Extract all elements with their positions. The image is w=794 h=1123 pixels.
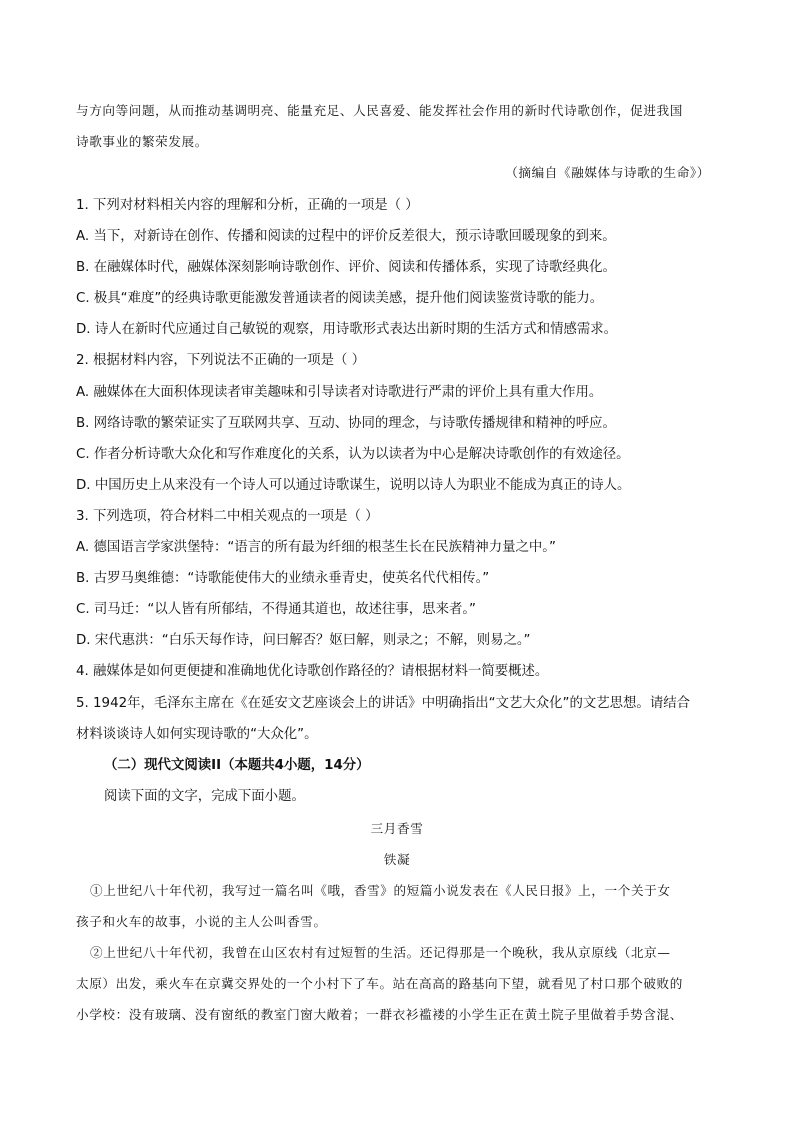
question-1-option-b: B. 在融媒体时代，融媒体深刻影响诗歌创作、评价、阅读和传播体系，实现了诗歌经典化。 bbox=[76, 260, 616, 275]
question-1-option-a: A. 当下，对新诗在创作、传播和阅读的过程中的评价反差很大，预示诗歌回暖现象的到来。 bbox=[76, 229, 616, 244]
question-2-option-b: B. 网络诗歌的繁荣证实了互联网共享、互动、协同的理念，与诗歌传播规律和精神的呼应。 bbox=[76, 416, 616, 431]
material-text-line: 诗歌事业的繁荣发展。 bbox=[76, 134, 208, 149]
question-2-stem: 2. 根据材料内容，下列说法不正确的一项是（ ） bbox=[76, 353, 366, 368]
article-title: 三月香雪 bbox=[370, 821, 424, 836]
paragraph-line: 太原）出发，乘火车在京冀交界处的一个小村下了车。站在高高的路基向下望，就看见了村口那个破败的 bbox=[76, 976, 683, 991]
paragraph-line: 小学校：没有玻璃、没有窗纸的教室门窗大敞着；一群衣衫褴褛的小学生正在黄土院子里做着手势含混、 bbox=[76, 1007, 683, 1022]
question-1-stem: 1. 下列对材料相关内容的理解和分析，正确的一项是（ ） bbox=[76, 198, 419, 213]
section-heading: （二）现代文阅读II（本题共4小题，14分） bbox=[104, 758, 370, 773]
question-1-option-c: C. 极具“难度”的经典诗歌更能激发普通读者的阅读美感，提升他们阅读鉴赏诗歌的能力。 bbox=[76, 291, 604, 306]
paragraph-line: 孩子和火车的故事，小说的主人公叫香雪。 bbox=[76, 914, 327, 929]
question-1-option-d: D. 诗人在新时代应通过自己敏锐的观察，用诗歌形式表达出新时期的生活方式和情感需求。 bbox=[76, 322, 618, 337]
question-3-option-c: C. 司马迁：“以人皆有所郁结，不得通其道也，故述往事，思来者。” bbox=[76, 602, 476, 617]
question-4: 4. 融媒体是如何更便捷和准确地优化诗歌创作路径的？请根据材料一简要概述。 bbox=[76, 664, 549, 679]
source-citation: （摘编自《融媒体与诗歌的生命》） bbox=[505, 165, 710, 180]
question-3-stem: 3. 下列选项，符合材料二中相关观点的一项是（ ） bbox=[76, 509, 379, 524]
question-3-option-d: D. 宋代惠洪：“白乐天每作诗，问曰解否？妪曰解，则录之；不解，则易之。” bbox=[76, 633, 531, 648]
article-author: 铁凝 bbox=[383, 852, 411, 867]
question-3-option-b: B. 古罗马奥维德：“诗歌能使伟大的业绩永垂青史，使英名代代相传。” bbox=[76, 571, 490, 586]
paragraph-line: ①上世纪八十年代初，我写过一篇名叫《哦，香雪》的短篇小说发表在《人民日报》上，一个关于女 bbox=[90, 883, 671, 898]
question-2-option-c: C. 作者分析诗歌大众化和写作难度化的关系，认为以读者为中心是解决诗歌创作的有效途径。 bbox=[76, 447, 630, 462]
question-2-option-d: D. 中国历史上从来没有一个诗人可以通过诗歌谋生，说明以诗人为职业不能成为真正的诗人。 bbox=[76, 478, 631, 493]
question-2-option-a: A. 融媒体在大面积体现读者审美趣味和引导读者对诗歌进行严肃的评价上具有重大作用。 bbox=[76, 385, 603, 400]
paragraph-line: ②上世纪八十年代初，我曾在山区农村有过短暂的生活。还记得那是一个晚秋，我从京原线（北京— bbox=[90, 945, 671, 960]
question-5-line: 材料谈谈诗人如何实现诗歌的“大众化”。 bbox=[76, 727, 318, 742]
question-3-option-a: A. 德国语言学家洪堡特：“语言的所有最为纤细的根茎生长在民族精神力量之中。” bbox=[76, 540, 556, 555]
reading-instruction: 阅读下面的文字，完成下面小题。 bbox=[104, 789, 305, 804]
question-5-line: 5. 1942年，毛泽东主席在《在延安文艺座谈会上的讲话》中明确指出“文艺大众化”的文艺思想。请结合 bbox=[76, 696, 690, 711]
material-text-line: 与方向等问题，从而推动基调明亮、能量充足、人民喜爱、能发挥社会作用的新时代诗歌创作，促进我国 bbox=[76, 103, 683, 118]
